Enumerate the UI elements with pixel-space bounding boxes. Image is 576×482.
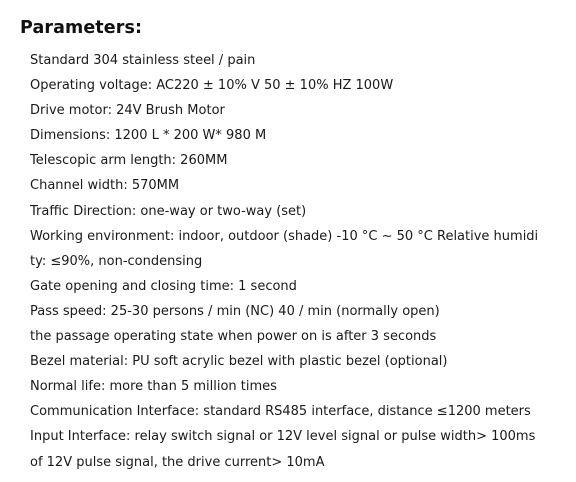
param-line: Operating voltage: AC220 ± 10% V 50 ± 10% HZ 100W xyxy=(30,78,394,94)
param-line: Standard 304 stainless steel / pain xyxy=(30,53,256,68)
param-line: Traffic Direction: one-way or two-way (set) xyxy=(30,203,307,219)
param-line: Gate opening and closing time: 1 second xyxy=(30,278,297,294)
param-line: Communication Interface: standard RS485 interface, distance ≤1200 meters xyxy=(30,404,531,420)
param-line: ty: ≤90%, non-condensing xyxy=(30,253,203,269)
param-line: Dimensions: 1200 L * 200 W* 980 M xyxy=(30,128,267,144)
param-line: Channel width: 570MM xyxy=(30,178,180,194)
param-line: Working environment: indoor, outdoor (shade) -10 °C ~ 50 °C Relative humidi xyxy=(30,228,539,244)
param-line: Telescopic arm length: 260MM xyxy=(30,153,228,169)
parameters-heading: Parameters: xyxy=(20,18,143,38)
param-line: of 12V pulse signal, the drive current> 10mA xyxy=(30,454,325,470)
param-line: Bezel material: PU soft acrylic bezel with plastic bezel (optional) xyxy=(30,354,448,370)
param-line: Pass speed: 25-30 persons / min (NC) 40 / min (normally open) xyxy=(30,303,440,319)
param-line: Normal life: more than 5 million times xyxy=(30,379,277,395)
param-line: the passage operating state when power on is after 3 seconds xyxy=(30,329,437,345)
param-line: Drive motor: 24V Brush Motor xyxy=(30,103,225,119)
param-line: Input Interface: relay switch signal or 12V level signal or pulse width> 100ms xyxy=(30,429,536,445)
parameters-list xyxy=(30,48,570,475)
